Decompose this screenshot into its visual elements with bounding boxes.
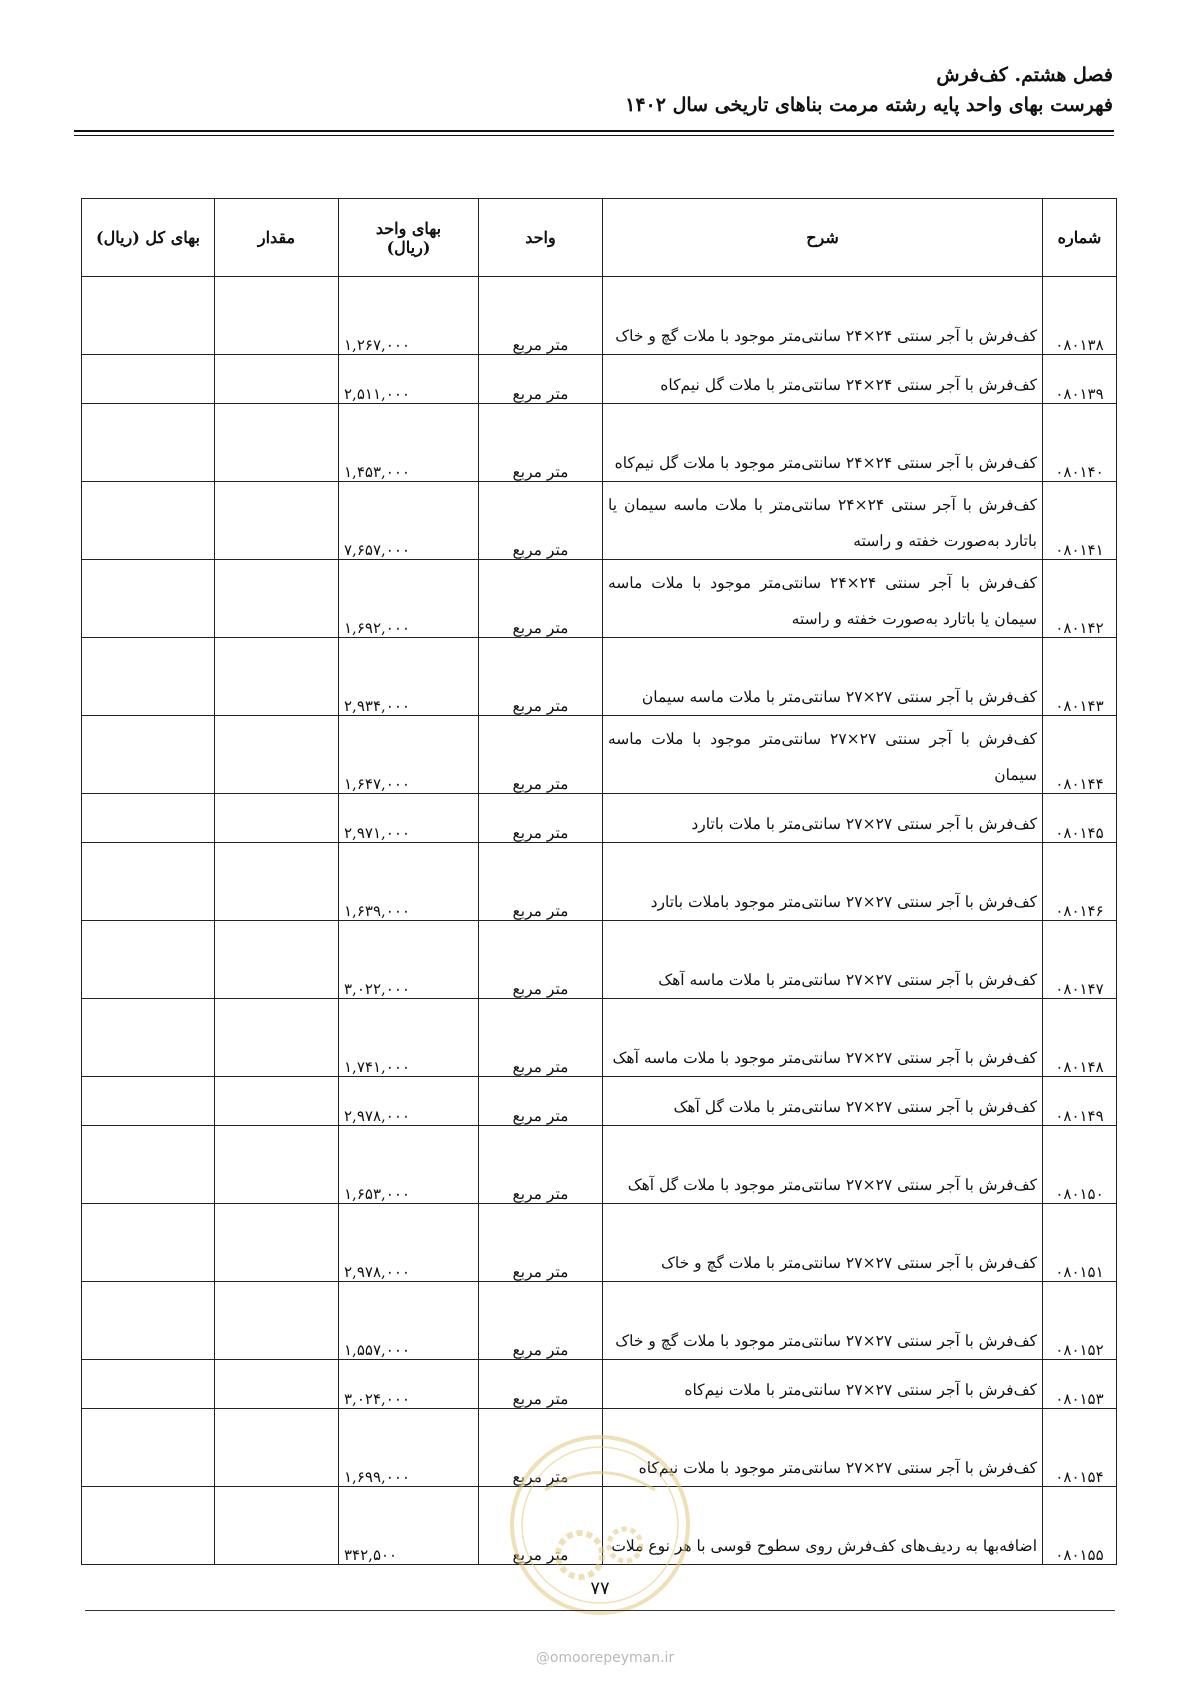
row-code: ۰۸۰۱۵۳ <box>1043 1360 1117 1409</box>
row-total <box>82 1487 215 1565</box>
row-quantity <box>215 716 339 794</box>
table-row <box>82 1204 1117 1282</box>
row-code: ۰۸۰۱۴۹ <box>1043 1077 1117 1126</box>
row-quantity <box>215 638 339 716</box>
row-description: کف‌فرش با آجر سنتی ۲۷×۲۷ سانتی‌متر با ملات ماسه سیمان <box>603 638 1043 716</box>
row-unit: متر مربع <box>479 1077 603 1126</box>
col-header-unit: واحد <box>479 199 603 277</box>
row-total <box>82 1126 215 1204</box>
row-total <box>82 277 215 355</box>
row-code: ۰۸۰۱۴۳ <box>1043 638 1117 716</box>
row-total <box>82 1409 215 1487</box>
row-unit-price: ۱,۴۵۳,۰۰۰ <box>339 404 479 482</box>
table-row <box>82 716 1117 794</box>
price-table <box>81 198 1117 1565</box>
row-unit: متر مربع <box>479 1360 603 1409</box>
row-description: کف‌فرش با آجر سنتی ۲۷×۲۷ سانتی‌متر با ملات نیم‌کاه <box>603 1360 1043 1409</box>
row-total <box>82 1282 215 1360</box>
row-code: ۰۸۰۱۴۸ <box>1043 999 1117 1077</box>
table-header-row <box>82 199 1117 277</box>
col-header-unit-price-label: بهای واحد <box>375 218 442 238</box>
row-total <box>82 999 215 1077</box>
row-description: کف‌فرش با آجر سنتی ۲۷×۲۷ سانتی‌متر با ملات باتارد <box>603 794 1043 843</box>
table-row <box>82 404 1117 482</box>
row-unit: متر مربع <box>479 560 603 638</box>
col-header-number: شماره <box>1043 199 1117 277</box>
table-row <box>82 1126 1117 1204</box>
row-description: کف‌فرش با آجر سنتی ۲۷×۲۷ سانتی‌متر موجود با ملات ماسه آهک <box>603 999 1043 1077</box>
row-unit: متر مربع <box>479 716 603 794</box>
row-description: کف‌فرش با آجر سنتی ۲۴×۲۴ سانتی‌متر موجود با ملات گچ و خاک <box>603 277 1043 355</box>
row-quantity <box>215 482 339 560</box>
row-quantity <box>215 277 339 355</box>
col-header-description: شرح <box>603 199 1043 277</box>
row-quantity <box>215 1282 339 1360</box>
col-header-unit-price-currency: (ریال) <box>386 237 431 257</box>
row-unit: متر مربع <box>479 355 603 404</box>
row-code: ۰۸۰۱۳۸ <box>1043 277 1117 355</box>
header-rule-thick <box>74 130 1114 132</box>
row-total <box>82 355 215 404</box>
row-unit: متر مربع <box>479 794 603 843</box>
table-row <box>82 999 1117 1077</box>
row-total <box>82 843 215 921</box>
row-description: کف‌فرش با آجر سنتی ۲۷×۲۷ سانتی‌متر موجود با ملات نیم‌کاه <box>603 1409 1043 1487</box>
row-unit-price: ۳,۰۲۴,۰۰۰ <box>339 1360 479 1409</box>
table-row <box>82 1077 1117 1126</box>
row-unit: متر مربع <box>479 1282 603 1360</box>
row-code: ۰۸۰۱۴۰ <box>1043 404 1117 482</box>
table-row <box>82 1282 1117 1360</box>
table-row <box>82 482 1117 560</box>
row-description: کف‌فرش با آجر سنتی ۲۷×۲۷ سانتی‌متر با ملات ماسه آهک <box>603 921 1043 999</box>
row-unit: متر مربع <box>479 1487 603 1565</box>
row-quantity <box>215 999 339 1077</box>
col-header-quantity: مقدار <box>215 199 339 277</box>
chapter-title: فصل هشتم. کف‌فرش <box>936 64 1113 86</box>
row-total <box>82 1077 215 1126</box>
row-quantity <box>215 794 339 843</box>
row-unit: متر مربع <box>479 482 603 560</box>
row-code: ۰۸۰۱۵۱ <box>1043 1204 1117 1282</box>
row-unit: متر مربع <box>479 404 603 482</box>
row-unit-price: ۱,۲۶۷,۰۰۰ <box>339 277 479 355</box>
row-quantity <box>215 1409 339 1487</box>
row-unit: متر مربع <box>479 638 603 716</box>
row-unit: متر مربع <box>479 921 603 999</box>
row-unit-price: ۱,۶۵۳,۰۰۰ <box>339 1126 479 1204</box>
row-quantity <box>215 1077 339 1126</box>
row-code: ۰۸۰۱۳۹ <box>1043 355 1117 404</box>
row-code: ۰۸۰۱۴۷ <box>1043 921 1117 999</box>
row-quantity <box>215 1204 339 1282</box>
row-description: کف‌فرش با آجر سنتی ۲۴×۲۴ سانتی‌متر با ملات گل نیم‌کاه <box>603 355 1043 404</box>
row-total <box>82 482 215 560</box>
row-description: کف‌فرش با آجر سنتی ۲۷×۲۷ سانتی‌متر موجود با ملات ماسه سیمان <box>603 716 1043 794</box>
header-rule-thin <box>74 135 1114 136</box>
row-quantity <box>215 404 339 482</box>
row-code: ۰۸۰۱۵۵ <box>1043 1487 1117 1565</box>
row-unit-price: ۱,۶۹۹,۰۰۰ <box>339 1409 479 1487</box>
row-code: ۰۸۰۱۵۰ <box>1043 1126 1117 1204</box>
row-description: کف‌فرش با آجر سنتی ۲۴×۲۴ سانتی‌متر موجود با ملات ماسه سیمان یا باتارد به‌صورت خفته و راسته <box>603 560 1043 638</box>
row-total <box>82 404 215 482</box>
row-total <box>82 794 215 843</box>
row-quantity <box>215 1126 339 1204</box>
row-unit-price: ۱,۶۳۹,۰۰۰ <box>339 843 479 921</box>
row-unit-price: ۱,۷۴۱,۰۰۰ <box>339 999 479 1077</box>
row-description: کف‌فرش با آجر سنتی ۲۷×۲۷ سانتی‌متر با ملات گچ و خاک <box>603 1204 1043 1282</box>
row-code: ۰۸۰۱۴۱ <box>1043 482 1117 560</box>
row-description: کف‌فرش با آجر سنتی ۲۴×۲۴ سانتی‌متر با ملات ماسه سیمان یا باتارد به‌صورت خفته و راسته <box>603 482 1043 560</box>
col-header-unit-price <box>339 199 479 277</box>
row-total <box>82 1360 215 1409</box>
row-unit: متر مربع <box>479 1126 603 1204</box>
row-total <box>82 1204 215 1282</box>
row-total <box>82 638 215 716</box>
row-code: ۰۸۰۱۴۴ <box>1043 716 1117 794</box>
table-row <box>82 355 1117 404</box>
row-unit-price: ۳۴۲,۵۰۰ <box>339 1487 479 1565</box>
table-row <box>82 1360 1117 1409</box>
footer-rule <box>85 1610 1115 1611</box>
row-unit-price: ۳,۰۲۲,۰۰۰ <box>339 921 479 999</box>
row-unit-price: ۱,۶۹۲,۰۰۰ <box>339 560 479 638</box>
row-unit-price: ۷,۶۵۷,۰۰۰ <box>339 482 479 560</box>
row-description: کف‌فرش با آجر سنتی ۲۷×۲۷ سانتی‌متر موجود با ملات گچ و خاک <box>603 1282 1043 1360</box>
row-code: ۰۸۰۱۴۵ <box>1043 794 1117 843</box>
row-unit-price: ۲,۹۷۸,۰۰۰ <box>339 1077 479 1126</box>
row-unit-price: ۲,۹۷۸,۰۰۰ <box>339 1204 479 1282</box>
row-quantity <box>215 843 339 921</box>
row-unit: متر مربع <box>479 1409 603 1487</box>
table-row <box>82 560 1117 638</box>
row-unit: متر مربع <box>479 843 603 921</box>
row-description: کف‌فرش با آجر سنتی ۲۴×۲۴ سانتی‌متر موجود با ملات گل نیم‌کاه <box>603 404 1043 482</box>
row-code: ۰۸۰۱۵۲ <box>1043 1282 1117 1360</box>
row-code: ۰۸۰۱۴۲ <box>1043 560 1117 638</box>
row-unit-price: ۱,۵۵۷,۰۰۰ <box>339 1282 479 1360</box>
row-total <box>82 716 215 794</box>
row-quantity <box>215 1487 339 1565</box>
row-description: کف‌فرش با آجر سنتی ۲۷×۲۷ سانتی‌متر موجود باملات باتارد <box>603 843 1043 921</box>
row-description: کف‌فرش با آجر سنتی ۲۷×۲۷ سانتی‌متر موجود با ملات گل آهک <box>603 1126 1043 1204</box>
row-quantity <box>215 921 339 999</box>
row-quantity <box>215 1360 339 1409</box>
table-row <box>82 921 1117 999</box>
row-total <box>82 560 215 638</box>
row-quantity <box>215 355 339 404</box>
document-subtitle: فهرست بهای واحد پایه رشته مرمت بناهای تاریخی سال ۱۴۰۲ <box>625 94 1113 116</box>
col-header-total: بهای کل (ریال) <box>82 199 215 277</box>
row-total <box>82 921 215 999</box>
table-row <box>82 638 1117 716</box>
row-description: اضافه‌بها به ردیف‌های کف‌فرش روی سطوح قوسی با هر نوع ملات <box>603 1487 1043 1565</box>
table-row <box>82 794 1117 843</box>
row-unit-price: ۱,۶۴۷,۰۰۰ <box>339 716 479 794</box>
row-code: ۰۸۰۱۴۶ <box>1043 843 1117 921</box>
table-row <box>82 277 1117 355</box>
page-header <box>73 60 1113 120</box>
table-row <box>82 843 1117 921</box>
row-quantity <box>215 560 339 638</box>
row-unit: متر مربع <box>479 999 603 1077</box>
row-unit: متر مربع <box>479 1204 603 1282</box>
watermark-url: @omoorepeyman.ir <box>535 1650 675 1666</box>
row-unit-price: ۲,۹۳۴,۰۰۰ <box>339 638 479 716</box>
page-number: ۷۷ <box>590 1578 610 1599</box>
row-unit-price: ۲,۹۷۱,۰۰۰ <box>339 794 479 843</box>
row-code: ۰۸۰۱۵۴ <box>1043 1409 1117 1487</box>
row-description: کف‌فرش با آجر سنتی ۲۷×۲۷ سانتی‌متر با ملات گل آهک <box>603 1077 1043 1126</box>
row-unit-price: ۲,۵۱۱,۰۰۰ <box>339 355 479 404</box>
row-unit: متر مربع <box>479 277 603 355</box>
